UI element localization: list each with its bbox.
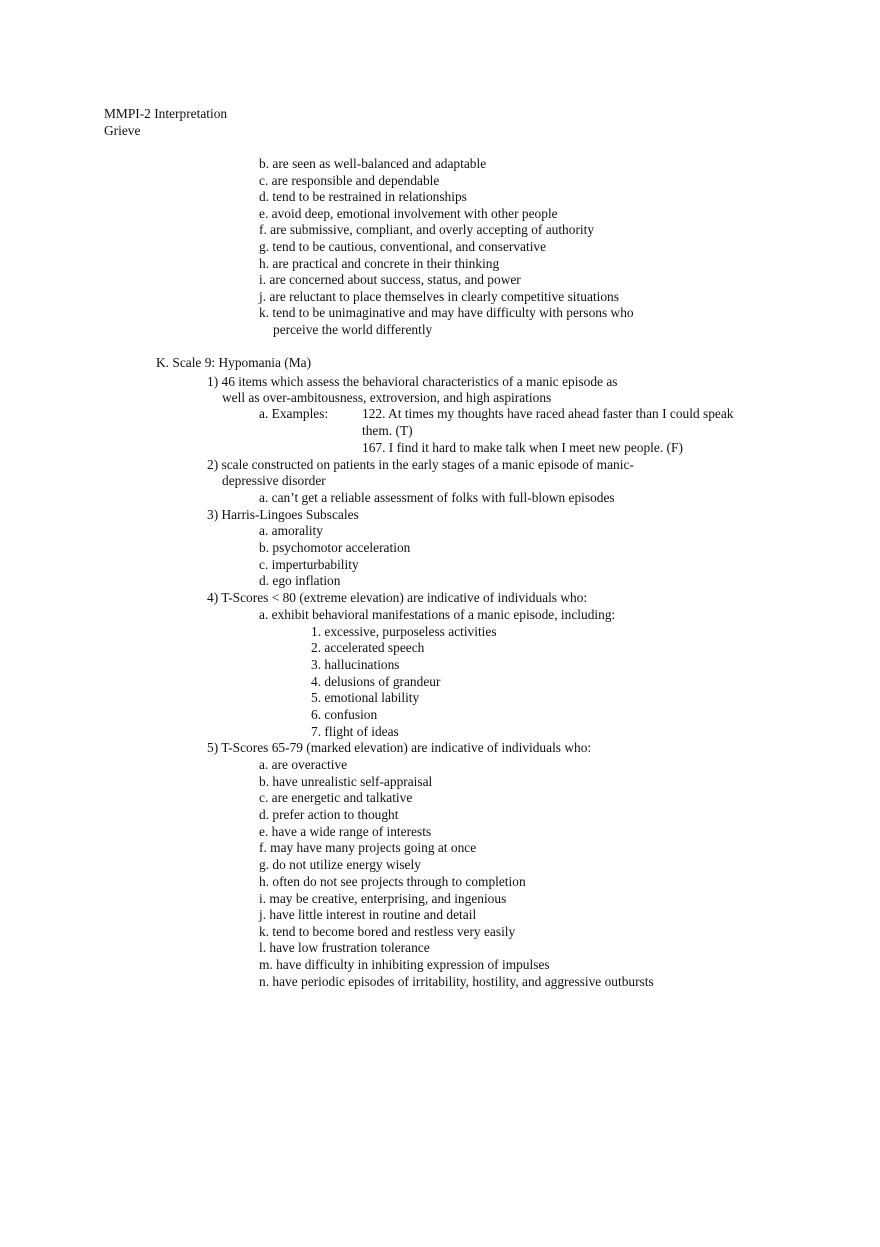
list-item: c. are responsible and dependable [259,173,440,188]
behavior-item: 1. excessive, purposeless activities [311,624,497,639]
item-3-heading: 3) Harris-Lingoes Subscales [207,507,359,522]
subscale-item: c. imperturbability [259,557,359,572]
behavior-item: 7. flight of ideas [311,724,399,739]
item-1-line-1: 1) 46 items which assess the behavioral characteristics of a manic episode as [207,374,618,389]
trait-item: j. have little interest in routine and detail [259,907,477,922]
item-2-line-2: depressive disorder [222,473,326,488]
list-item: e. avoid deep, emotional involvement with other people [259,206,558,221]
trait-item: a. are overactive [259,757,348,772]
trait-item: e. have a wide range of interests [259,824,432,839]
trait-item: f. may have many projects going at once [259,840,477,855]
trait-item: k. tend to become bored and restless very easily [259,924,516,939]
trait-item: m. have difficulty in inhibiting expression of impulses [259,957,550,972]
behavior-item: 4. delusions of grandeur [311,674,441,689]
document-author: Grieve [104,123,141,138]
example-167: 167. I find it hard to make talk when I meet new people. (F) [362,440,683,455]
list-item: g. tend to be cautious, conventional, and conservative [259,239,547,254]
behavior-item: 5. emotional lability [311,690,420,705]
subscale-item: b. psychomotor acceleration [259,540,411,555]
section-heading: K. Scale 9: Hypomania (Ma) [156,355,312,370]
trait-item: n. have periodic episodes of irritability, hostility, and aggressive outbursts [259,974,654,989]
trait-item: b. have unrealistic self-appraisal [259,774,433,789]
list-item: k. tend to be unimaginative and may have difficulty with persons who [259,305,634,320]
trait-item: h. often do not see projects through to completion [259,874,526,889]
trait-item: c. are energetic and talkative [259,790,413,805]
trait-item: g. do not utilize energy wisely [259,857,421,872]
list-item: j. are reluctant to place themselves in clearly competitive situations [259,289,619,304]
list-item: h. are practical and concrete in their thinking [259,256,500,271]
list-item: i. are concerned about success, status, and power [259,272,521,287]
trait-item: i. may be creative, enterprising, and ingenious [259,891,507,906]
example-122-line-1: 122. At times my thoughts have raced ahead faster than I could speak [362,406,734,421]
trait-item: l. have low frustration tolerance [259,940,430,955]
behavior-item: 2. accelerated speech [311,640,425,655]
list-item: b. are seen as well-balanced and adaptable [259,156,487,171]
document-title: MMPI-2 Interpretation [104,106,228,121]
behavior-item: 3. hallucinations [311,657,400,672]
item-5-heading: 5) T-Scores 65-79 (marked elevation) are indicative of individuals who: [207,740,592,755]
example-122-line-2: them. (T) [362,423,413,438]
list-item: d. tend to be restrained in relationships [259,189,467,204]
item-4-heading: 4) T-Scores < 80 (extreme elevation) are indicative of individuals who: [207,590,588,605]
subscale-item: d. ego inflation [259,573,341,588]
list-item: f. are submissive, compliant, and overly accepting of authority [259,222,595,237]
item-2-sub-a: a. can’t get a reliable assessment of folks with full-blown episodes [259,490,615,505]
item-2-line-1: 2) scale constructed on patients in the early stages of a manic episode of manic- [207,457,634,472]
item-1-line-2: well as over-ambitousness, extroversion, and high aspirations [222,390,552,405]
item-4-sub-a: a. exhibit behavioral manifestations of a manic episode, including: [259,607,616,622]
examples-label: a. Examples: [259,406,329,421]
trait-item: d. prefer action to thought [259,807,399,822]
subscale-item: a. amorality [259,523,323,538]
list-item-continuation: perceive the world differently [273,322,433,337]
behavior-item: 6. confusion [311,707,378,722]
